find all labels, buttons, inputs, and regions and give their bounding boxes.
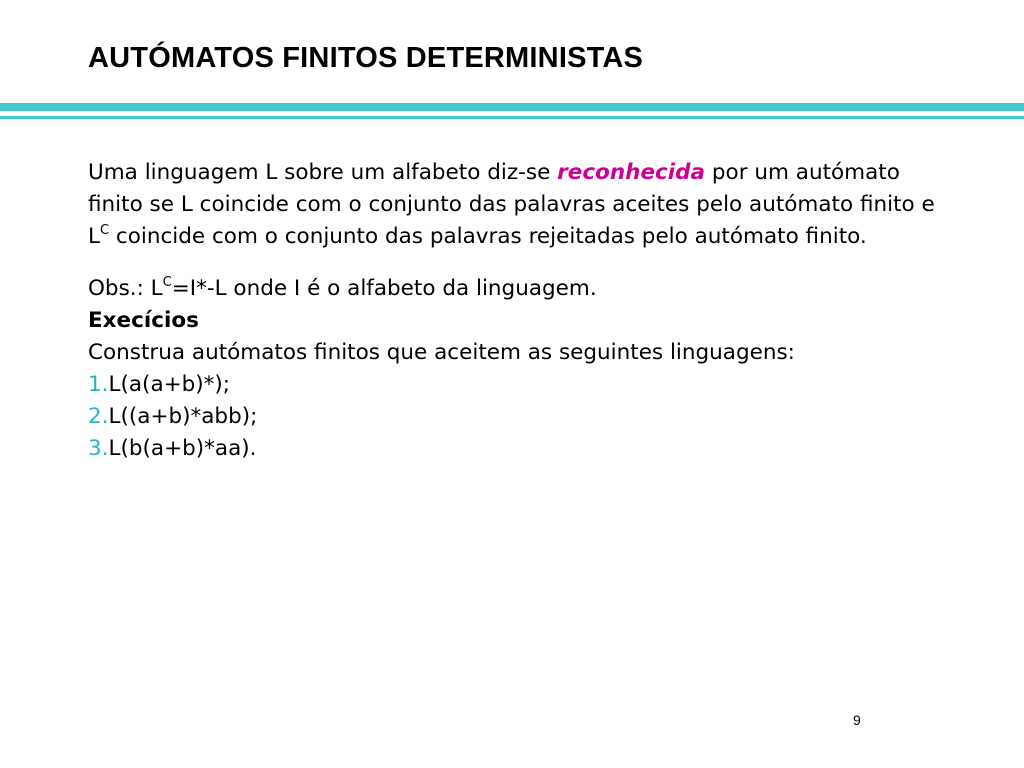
exercise-item (88, 369, 938, 401)
exercise-item (88, 401, 938, 433)
observation-superscript: C (162, 275, 172, 290)
complement-superscript: C (99, 223, 110, 238)
definition-paragraph (88, 157, 938, 253)
definition-text-2: por um autómato finito se L coincide com o conjunto das palavras aceites pelo autómato finito e L (88, 160, 935, 249)
definition-text-1: Uma linguagem L sobre um alfabeto diz-se (88, 160, 558, 185)
exercise-number: 2. (88, 404, 109, 429)
observation-text-2: =I*-L onde I é o alfabeto da linguagem. (171, 276, 597, 301)
exercises-heading: Execícios (88, 308, 199, 333)
highlighted-term: reconhecida (557, 160, 706, 185)
observation-text-1: Obs.: L (88, 276, 163, 301)
title-divider-thick (0, 103, 1024, 111)
exercise-number: 3. (88, 436, 109, 461)
exercise-text: L((a+b)*abb); (108, 404, 258, 429)
definition-text-3: coincide com o conjunto das palavras rejeitadas pelo autómato finito. (109, 224, 867, 249)
exercise-text: L(b(a+b)*aa). (108, 436, 257, 461)
slide-title: AUTÓMATOS FINITOS DETERMINISTAS (88, 42, 644, 74)
slide-body (88, 157, 938, 465)
exercise-text: L(a(a+b)*); (108, 372, 231, 397)
exercises-intro: Construa autómatos finitos que aceitem as seguintes linguagens: (88, 340, 795, 365)
exercise-number: 1. (88, 372, 109, 397)
observation-paragraph (88, 273, 938, 305)
title-divider-thin (0, 116, 1024, 119)
page-number: 9 (853, 712, 861, 728)
exercise-item (88, 433, 938, 465)
